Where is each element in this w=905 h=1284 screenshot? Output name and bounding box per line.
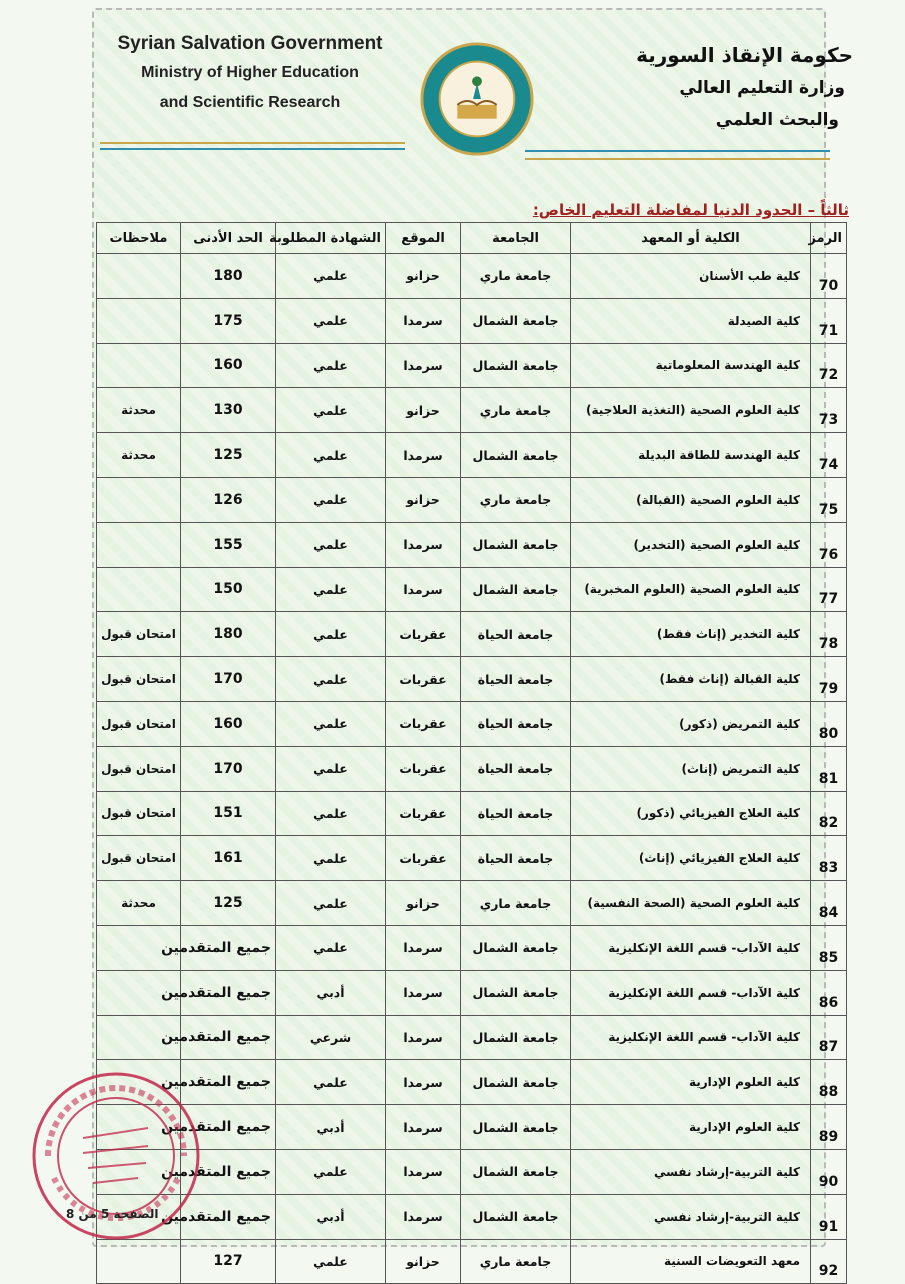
- cell-minimum: 127: [181, 1239, 276, 1284]
- cell-college: كلية العلوم الصحية (العلوم المخبرية): [571, 567, 811, 612]
- cell-code: 72: [811, 343, 847, 388]
- table-row: [97, 477, 847, 522]
- ministry-seal-logo: [418, 40, 536, 158]
- cell-college: كلية التمريض (ذكور): [571, 701, 811, 746]
- cell-minimum: 130: [181, 388, 276, 433]
- cell-location: حزانو: [386, 881, 461, 926]
- cell-location: سرمدا: [386, 1060, 461, 1105]
- column-header-notes: ملاحظات: [97, 223, 181, 254]
- cell-notes: [97, 343, 181, 388]
- cell-code: 77: [811, 567, 847, 612]
- cell-certificate: علمي: [276, 477, 386, 522]
- cell-university: جامعة الحياة: [461, 836, 571, 881]
- cell-minimum: 180: [181, 254, 276, 299]
- cell-location: سرمدا: [386, 298, 461, 343]
- cell-code: 88: [811, 1060, 847, 1105]
- cell-university: جامعة الشمال: [461, 1015, 571, 1060]
- cell-location: سرمدا: [386, 522, 461, 567]
- cell-college: كلية العلاج الفيزيائي (ذكور): [571, 791, 811, 836]
- column-header-code: الرمز: [811, 223, 847, 254]
- cell-university: جامعة الحياة: [461, 612, 571, 657]
- cell-university: جامعة الشمال: [461, 925, 571, 970]
- cell-code: 92: [811, 1239, 847, 1284]
- cell-minimum: 155: [181, 522, 276, 567]
- arabic-header-line-1: حكومة الإنقاذ السورية: [636, 43, 853, 67]
- column-header-university: الجامعة: [461, 223, 571, 254]
- cell-minimum: 126: [181, 477, 276, 522]
- cell-location: حزانو: [386, 1239, 461, 1284]
- cell-certificate: علمي: [276, 1239, 386, 1284]
- cell-notes: امتحان قبول: [97, 836, 181, 881]
- cell-location: سرمدا: [386, 1149, 461, 1194]
- cell-minimum: 175: [181, 298, 276, 343]
- cell-code: 80: [811, 701, 847, 746]
- cell-college: كلية التخدير (إناث فقط): [571, 612, 811, 657]
- cell-location: سرمدا: [386, 1194, 461, 1239]
- cell-certificate: علمي: [276, 254, 386, 299]
- cell-location: عقربات: [386, 701, 461, 746]
- cell-code: 76: [811, 522, 847, 567]
- cell-certificate: علمي: [276, 746, 386, 791]
- cell-code: 89: [811, 1105, 847, 1150]
- table-row: [97, 567, 847, 612]
- cell-university: جامعة ماري: [461, 1239, 571, 1284]
- cell-notes: [97, 1239, 181, 1284]
- cell-minimum: 125: [181, 881, 276, 926]
- table-row: [97, 1239, 847, 1284]
- cell-minimum: 160: [181, 701, 276, 746]
- cell-university: جامعة الحياة: [461, 746, 571, 791]
- cell-college: كلية العلاج الفيزيائي (إناث): [571, 836, 811, 881]
- table-row: [97, 433, 847, 478]
- cell-location: عقربات: [386, 836, 461, 881]
- cell-location: عقربات: [386, 791, 461, 836]
- table-row: [97, 388, 847, 433]
- table-header-row: [97, 223, 847, 254]
- cell-university: جامعة ماري: [461, 254, 571, 299]
- cell-college: كلية الهندسة للطاقة البديلة: [571, 433, 811, 478]
- cell-notes: امتحان قبول: [97, 746, 181, 791]
- cell-notes: [97, 254, 181, 299]
- table-row: [97, 925, 847, 970]
- cell-notes: [97, 298, 181, 343]
- cell-location: سرمدا: [386, 1015, 461, 1060]
- column-header-location: الموقع: [386, 223, 461, 254]
- table-row: [97, 1105, 847, 1150]
- cell-certificate: علمي: [276, 612, 386, 657]
- cell-minimum: جميع المتقدمين: [181, 925, 276, 970]
- cell-minimum: 170: [181, 657, 276, 702]
- cell-code: 75: [811, 477, 847, 522]
- cell-code: 85: [811, 925, 847, 970]
- table-row: [97, 343, 847, 388]
- cell-college: كلية القبالة (إناث فقط): [571, 657, 811, 702]
- cell-certificate: علمي: [276, 1149, 386, 1194]
- table-row: [97, 836, 847, 881]
- cell-notes: امتحان قبول: [97, 612, 181, 657]
- cell-college: كلية طب الأسنان: [571, 254, 811, 299]
- table-row: [97, 254, 847, 299]
- cell-certificate: علمي: [276, 836, 386, 881]
- cell-notes: امتحان قبول: [97, 791, 181, 836]
- table-row: [97, 701, 847, 746]
- cell-university: جامعة ماري: [461, 388, 571, 433]
- cell-college: كلية العلوم الصحية (التخدير): [571, 522, 811, 567]
- cell-university: جامعة الشمال: [461, 343, 571, 388]
- cell-location: حزانو: [386, 477, 461, 522]
- cell-minimum: جميع المتقدمين: [181, 970, 276, 1015]
- cell-location: سرمدا: [386, 925, 461, 970]
- cell-minimum: 125: [181, 433, 276, 478]
- cell-certificate: علمي: [276, 881, 386, 926]
- cell-location: سرمدا: [386, 970, 461, 1015]
- cell-code: 84: [811, 881, 847, 926]
- cell-certificate: علمي: [276, 522, 386, 567]
- header-rule-left-gold: [100, 142, 405, 144]
- cell-minimum: 161: [181, 836, 276, 881]
- cell-minimum: جميع المتقدمين: [181, 1194, 276, 1239]
- cell-minimum: 170: [181, 746, 276, 791]
- arabic-header: [553, 38, 853, 136]
- cell-university: جامعة الشمال: [461, 567, 571, 612]
- table-row: [97, 522, 847, 567]
- cell-certificate: علمي: [276, 343, 386, 388]
- cell-certificate: شرعي: [276, 1015, 386, 1060]
- cell-university: جامعة ماري: [461, 477, 571, 522]
- cell-code: 83: [811, 836, 847, 881]
- page-number: الصفحة 5 من 8: [66, 1207, 159, 1221]
- table-row: [97, 1149, 847, 1194]
- cell-college: كلية العلوم الصحية (القبالة): [571, 477, 811, 522]
- english-header-line-1: Syrian Salvation Government: [117, 33, 383, 54]
- cell-college: كلية التمريض (إناث): [571, 746, 811, 791]
- cell-minimum: 151: [181, 791, 276, 836]
- english-header-line-3: and Scientific Research: [159, 94, 341, 111]
- cell-minimum: جميع المتقدمين: [181, 1105, 276, 1150]
- cell-college: كلية التربية-إرشاد نفسي: [571, 1194, 811, 1239]
- cell-notes: امتحان قبول: [97, 701, 181, 746]
- arabic-header-line-3: والبحث العلمي: [715, 110, 839, 130]
- header-rule-right-gold: [525, 158, 830, 160]
- cell-notes: [97, 477, 181, 522]
- cell-university: جامعة الشمال: [461, 970, 571, 1015]
- cell-code: 81: [811, 746, 847, 791]
- arabic-header-line-2: وزارة التعليم العالي: [679, 78, 845, 98]
- section-title: ثالثاً – الحدود الدنيا لمفاضلة التعليم الخاص:: [532, 201, 849, 219]
- cell-university: جامعة الحياة: [461, 657, 571, 702]
- table-row: [97, 1015, 847, 1060]
- cell-college: كلية العلوم الصحية (التغذية العلاجية): [571, 388, 811, 433]
- cell-certificate: علمي: [276, 791, 386, 836]
- table-row: [97, 791, 847, 836]
- cell-certificate: علمي: [276, 925, 386, 970]
- header-rule-left-blue: [100, 148, 405, 150]
- cell-notes: [97, 567, 181, 612]
- cell-code: 90: [811, 1149, 847, 1194]
- cell-university: جامعة الشمال: [461, 298, 571, 343]
- cell-university: جامعة الشمال: [461, 1105, 571, 1150]
- cell-notes: محدثة: [97, 881, 181, 926]
- cell-code: 70: [811, 254, 847, 299]
- cell-location: حزانو: [386, 388, 461, 433]
- cell-college: معهد التعويضات السنية: [571, 1239, 811, 1284]
- cell-minimum: 160: [181, 343, 276, 388]
- table-row: [97, 1060, 847, 1105]
- cell-certificate: أدبي: [276, 1194, 386, 1239]
- cell-college: كلية العلوم الصحية (الصحة النفسية): [571, 881, 811, 926]
- cell-university: جامعة ماري: [461, 881, 571, 926]
- cell-university: جامعة الشمال: [461, 433, 571, 478]
- cell-minimum: 180: [181, 612, 276, 657]
- cell-certificate: علمي: [276, 567, 386, 612]
- cell-certificate: أدبي: [276, 1105, 386, 1150]
- cell-minimum: 150: [181, 567, 276, 612]
- cell-code: 91: [811, 1194, 847, 1239]
- cell-code: 87: [811, 1015, 847, 1060]
- cell-college: كلية العلوم الإدارية: [571, 1060, 811, 1105]
- table-row: [97, 612, 847, 657]
- cell-university: جامعة الحياة: [461, 791, 571, 836]
- cell-code: 71: [811, 298, 847, 343]
- cell-code: 74: [811, 433, 847, 478]
- cell-location: حزانو: [386, 254, 461, 299]
- cell-college: كلية الآداب- قسم اللغة الإنكليزية: [571, 970, 811, 1015]
- column-header-college: الكلية أو المعهد: [571, 223, 811, 254]
- cell-certificate: علمي: [276, 388, 386, 433]
- cell-code: 78: [811, 612, 847, 657]
- cell-code: 73: [811, 388, 847, 433]
- cell-code: 82: [811, 791, 847, 836]
- column-header-minimum: الحد الأدنى: [181, 223, 276, 254]
- cell-notes: امتحان قبول: [97, 657, 181, 702]
- table-row: [97, 746, 847, 791]
- cell-college: كلية التربية-إرشاد نفسي: [571, 1149, 811, 1194]
- cell-university: جامعة الشمال: [461, 522, 571, 567]
- cell-location: عقربات: [386, 657, 461, 702]
- cell-university: جامعة الشمال: [461, 1060, 571, 1105]
- table-row: [97, 1194, 847, 1239]
- cell-notes: [97, 522, 181, 567]
- cell-location: عقربات: [386, 746, 461, 791]
- cell-location: سرمدا: [386, 433, 461, 478]
- english-header: [100, 30, 400, 118]
- cell-location: سرمدا: [386, 567, 461, 612]
- cell-certificate: علمي: [276, 701, 386, 746]
- cell-university: جامعة الشمال: [461, 1149, 571, 1194]
- minimum-scores-table: [96, 222, 847, 1284]
- cell-college: كلية الآداب- قسم اللغة الإنكليزية: [571, 925, 811, 970]
- cell-notes: محدثة: [97, 433, 181, 478]
- cell-minimum: جميع المتقدمين: [181, 1149, 276, 1194]
- cell-notes: محدثة: [97, 388, 181, 433]
- cell-certificate: علمي: [276, 1060, 386, 1105]
- cell-college: كلية الآداب- قسم اللغة الإنكليزية: [571, 1015, 811, 1060]
- cell-code: 79: [811, 657, 847, 702]
- cell-location: عقربات: [386, 612, 461, 657]
- cell-code: 86: [811, 970, 847, 1015]
- cell-certificate: أدبي: [276, 970, 386, 1015]
- cell-college: كلية العلوم الإدارية: [571, 1105, 811, 1150]
- cell-university: جامعة الشمال: [461, 1194, 571, 1239]
- cell-location: سرمدا: [386, 1105, 461, 1150]
- table-row: [97, 970, 847, 1015]
- cell-location: سرمدا: [386, 343, 461, 388]
- cell-college: كلية الصيدلة: [571, 298, 811, 343]
- column-header-certificate: الشهادة المطلوبة: [276, 223, 386, 254]
- cell-minimum: جميع المتقدمين: [181, 1015, 276, 1060]
- english-header-line-2: Ministry of Higher Education: [141, 64, 359, 81]
- table-row: [97, 298, 847, 343]
- cell-college: كلية الهندسة المعلوماتية: [571, 343, 811, 388]
- header-rule-right-blue: [525, 150, 830, 152]
- cell-minimum: جميع المتقدمين: [181, 1060, 276, 1105]
- table-row: [97, 657, 847, 702]
- cell-certificate: علمي: [276, 298, 386, 343]
- table-row: [97, 881, 847, 926]
- cell-university: جامعة الحياة: [461, 701, 571, 746]
- cell-certificate: علمي: [276, 657, 386, 702]
- cell-certificate: علمي: [276, 433, 386, 478]
